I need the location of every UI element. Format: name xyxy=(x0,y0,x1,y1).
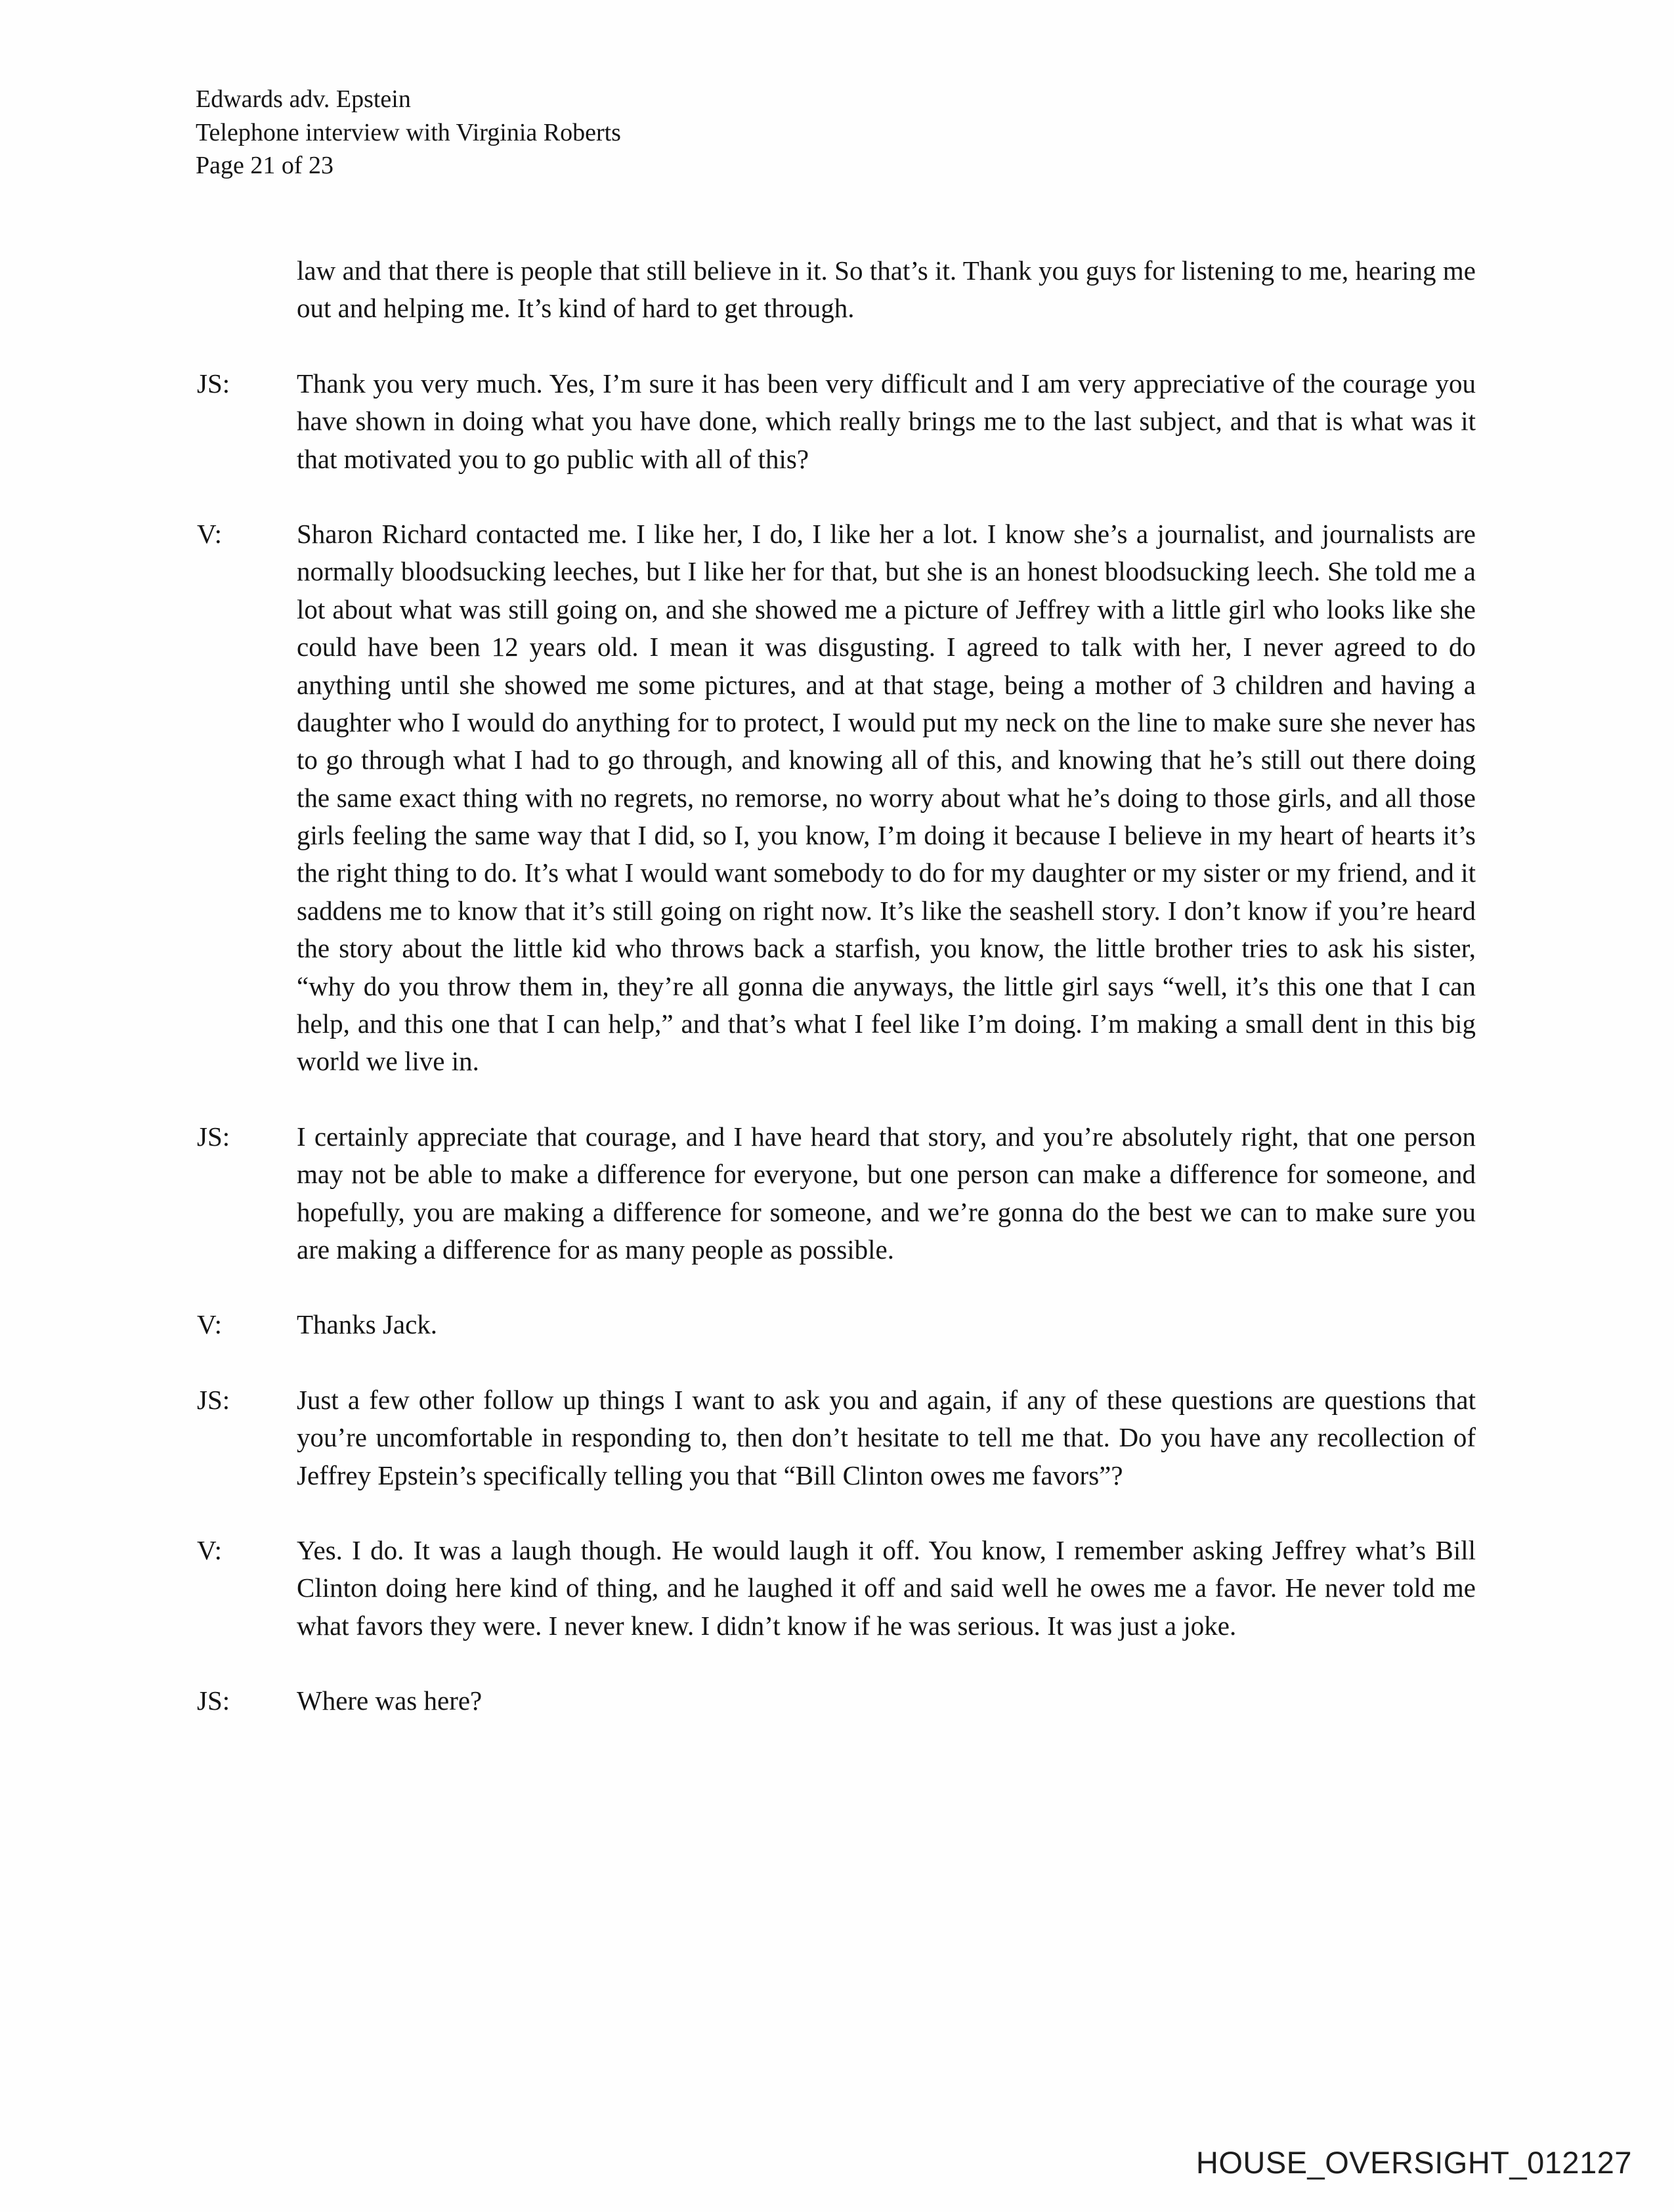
entry-text: Thanks Jack. xyxy=(297,1309,438,1340)
entry-text: Where was here? xyxy=(297,1685,483,1716)
page-number: Page 21 of 23 xyxy=(196,152,334,180)
entry-text: Sharon Richard contacted me. I like her, I do, I like her a lot. I know she’s a journalist, and journalists are normally bloodsucking leeches, but I like her for that, but she is an honest bloodsucking leech. She told me a lot about what was still going on, and she showed me a picture of Jeffrey with a little girl who looks like she could have been 12 years old. I mean it was disgusting. I agreed to talk with her, I never agreed to do anything until she showed me some pictures, and at that stage, being a mother of 3 children and having a daughter who I would do anything for to protect, I would put my neck on the line to make sure she never has to go through what I had to go through, and knowing all of this, and knowing that he’s still out there doing the same exact thing with no regrets, no remorse, no worry about what he’s doing to those girls, and all those girls feeling the same way that I did, so I, you know, I’m doing it because I believe in my heart of hearts it’s the right thing to do. It’s what I would want somebody to do for my daughter or my sister or my friend, and it saddens me to know that it’s still going on right now. It’s like the seashell story. I don’t know if you’re heard the story about the little kid who throws back a starfish, you know, the little brother tries to ask his sister, “why do you throw them in, they’re all gonna die anyways, the little girl says “well, it’s this one that I can help, and this one that I can help,” and that’s what I feel like I’m doing. I’m making a small dent in this big world we live in. xyxy=(297,518,1476,1077)
transcript-entry xyxy=(197,1682,1476,1720)
transcript-entry xyxy=(197,515,1476,1081)
entry-text: law and that there is people that still believe in it. So that’s it. Thank you guys for listening to me, hearing me out and helping me. It’s kind of hard to get through. xyxy=(297,255,1476,324)
speaker-label: V: xyxy=(197,518,222,549)
speaker-label: V: xyxy=(197,1309,222,1340)
entry-text: Thank you very much. Yes, I’m sure it has been very difficult and I am very appreciative of the courage you have shown in doing what you have done, which really brings me to the last subject, and that is what was it that motivated you to go public with all of this? xyxy=(297,368,1476,474)
speaker-label: V: xyxy=(197,1534,222,1565)
entry-text: Just a few other follow up things I want to ask you and again, if any of these questions are questions that you’re uncomfortable in responding to, then don’t hesitate to tell me that. Do you have any recollection of Jeffrey Epstein’s specifically telling you that “Bill Clinton owes me favors”? xyxy=(297,1384,1476,1490)
transcript-entry xyxy=(197,1306,1476,1343)
document-subtitle: Telephone interview with Virginia Roberts xyxy=(196,118,621,146)
bates-number: HOUSE_OVERSIGHT_012127 xyxy=(1195,2145,1632,2180)
entry-text: Yes. I do. It was a laugh though. He would laugh it off. You know, I remember asking Jeffrey what’s Bill Clinton doing here kind of thing, and he laughed it off and said well he owes me a favor. He never told me what favors they were. I never knew. I didn’t know if he was serious. It was just a joke. xyxy=(297,1534,1476,1641)
speaker-label: JS: xyxy=(197,1685,230,1716)
transcript-entry xyxy=(197,1118,1476,1269)
document-header xyxy=(196,83,621,183)
entry-text: I certainly appreciate that courage, and I have heard that story, and you’re absolutely right, that one person may not be able to make a difference for everyone, but one person can make a difference for someone, and hopefully, you are making a difference for someone, and we’re gonna do the best we can to make sure you are making a difference for as many people as possible. xyxy=(297,1121,1476,1265)
transcript-entry xyxy=(197,1532,1476,1645)
transcript-body xyxy=(197,252,1476,1758)
transcript-entry xyxy=(197,252,1476,328)
speaker-label: JS: xyxy=(197,1121,230,1152)
speaker-label: JS: xyxy=(197,368,230,399)
speaker-label: JS: xyxy=(197,1384,230,1415)
transcript-entry xyxy=(197,1381,1476,1494)
case-title: Edwards adv. Epstein xyxy=(196,85,411,113)
transcript-entry xyxy=(197,365,1476,478)
